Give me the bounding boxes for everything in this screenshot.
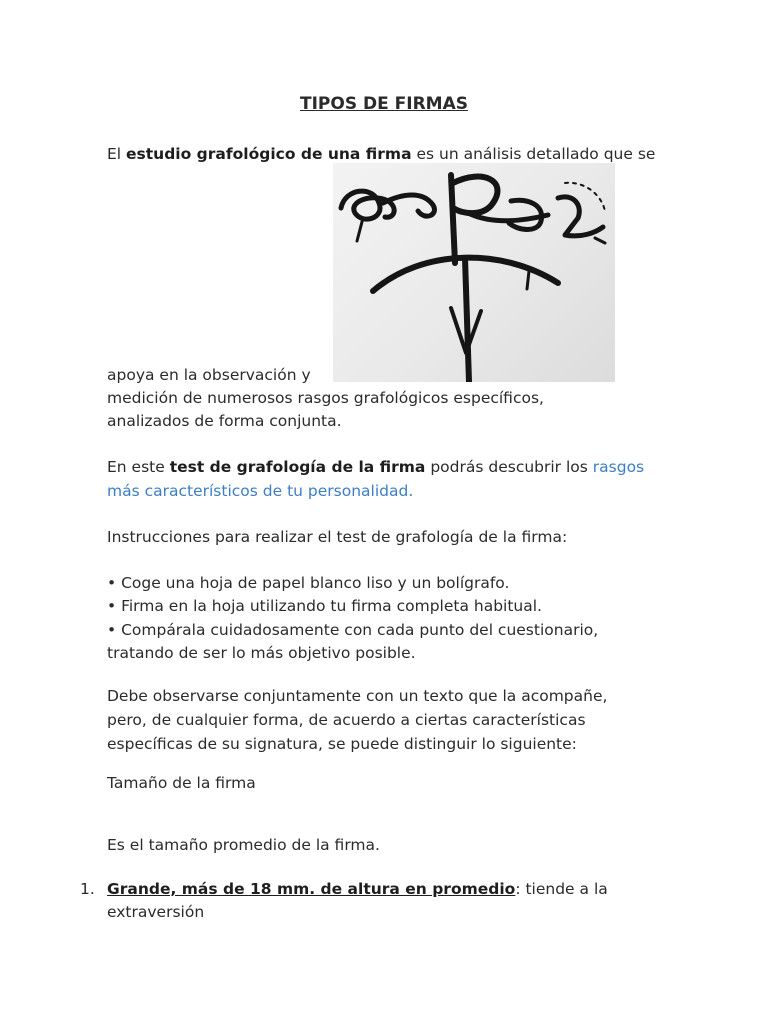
paragraph-line: Debe observarse conjuntamente con un texto que la acompañe, bbox=[107, 687, 608, 705]
text-run: es un análisis detallado que se bbox=[411, 145, 656, 163]
paragraph-line: pero, de cualquier forma, de acuerdo a ciertas características bbox=[107, 711, 586, 729]
text-run: podrás descubrir los bbox=[425, 458, 593, 476]
graffiti-signature-image bbox=[333, 163, 615, 382]
paragraph-line bbox=[107, 480, 413, 504]
list-number: 1. bbox=[80, 880, 95, 898]
paragraph-line: analizados de forma conjunta. bbox=[107, 412, 342, 430]
bullet-item: • Firma en la hoja utilizando tu firma completa habitual. bbox=[107, 597, 542, 615]
list-item bbox=[107, 878, 608, 902]
paragraph-line bbox=[107, 456, 644, 480]
text-run: En este bbox=[107, 458, 170, 476]
bold-text: estudio grafológico de una firma bbox=[126, 145, 412, 163]
bold-text: test de grafología de la firma bbox=[169, 458, 426, 476]
paragraph-line: Es el tamaño promedio de la firma. bbox=[107, 836, 380, 854]
subheading: Tamaño de la firma bbox=[107, 774, 256, 792]
paragraph-line: medición de numerosos rasgos grafológicos específicos, bbox=[107, 389, 544, 407]
text-run: El bbox=[107, 145, 127, 163]
instructions-heading: Instrucciones para realizar el test de grafología de la firma: bbox=[107, 528, 568, 546]
graffiti-signature-drawing bbox=[333, 163, 615, 382]
text-run: : tiende a la bbox=[515, 880, 608, 898]
page-title: TIPOS DE FIRMAS bbox=[300, 94, 468, 114]
bullet-item: • Compárala cuidadosamente con cada punto del cuestionario, bbox=[107, 621, 599, 639]
bold-underlined-text: Grande, más de 18 mm. de altura en promedio bbox=[107, 880, 516, 898]
paragraph-line: apoya en la observación y bbox=[107, 366, 311, 384]
list-item-cont: extraversión bbox=[107, 903, 205, 921]
paragraph-line: específicas de su signatura, se puede distinguir lo siguiente: bbox=[107, 735, 577, 753]
bullet-item: • Coge una hoja de papel blanco liso y un bolígrafo. bbox=[107, 574, 510, 592]
bullet-item-cont: tratando de ser lo más objetivo posible. bbox=[107, 644, 416, 662]
personality-traits-link-cont[interactable]: más característicos de tu personalidad. bbox=[107, 482, 414, 500]
personality-traits-link[interactable]: rasgos bbox=[592, 458, 645, 476]
